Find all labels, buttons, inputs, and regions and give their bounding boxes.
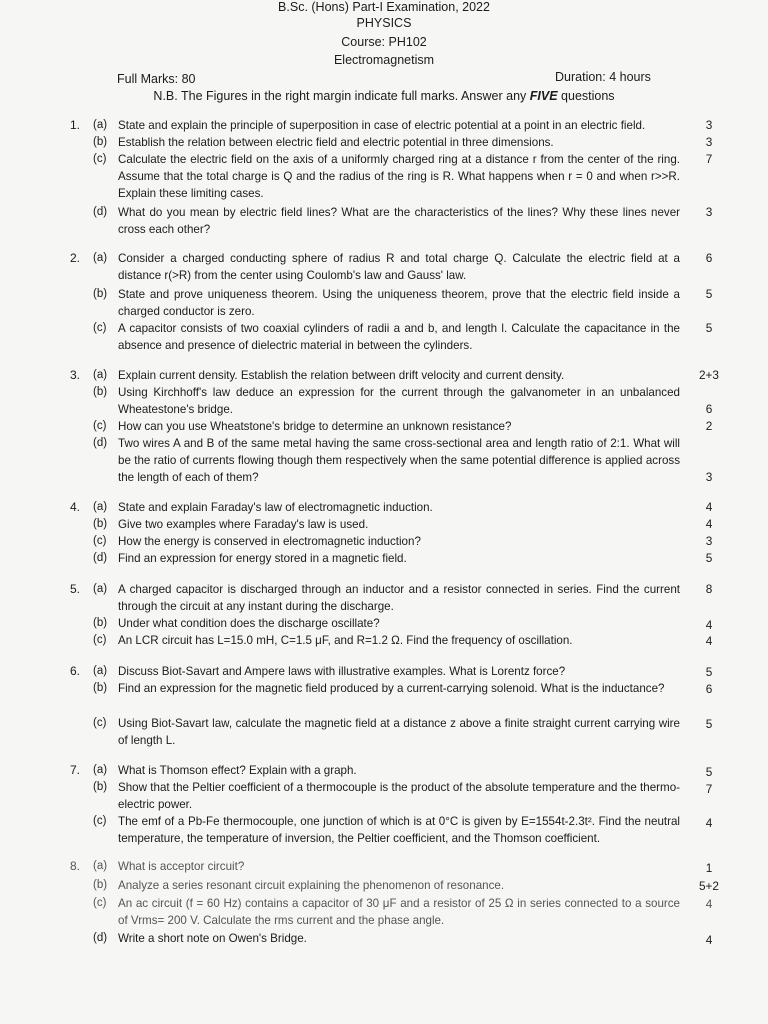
marks: 4 [705, 517, 713, 531]
question-text: What do you mean by electric field lines? What are the characteristics of the lines? Why these lines never cross each other? [118, 206, 680, 236]
marks: 5 [705, 321, 713, 335]
part-label: (b) [93, 288, 108, 300]
part-label: (d) [93, 932, 108, 944]
question-text: Write a short note on Owen's Bridge. [118, 932, 307, 945]
question-text: Establish the relation between electric field and electric potential in three dimensions. [118, 136, 554, 149]
marks: 3 [705, 534, 713, 548]
part-label: (a) [93, 665, 108, 677]
question-text: Calculate the electric field on the axis of a uniformly charged ring at a distance r from the center of the ring. Assume that the total charge is Q and the radius of the ring is R. What happens when r = 0 and when r>>R. Explain these limiting cases. [118, 153, 680, 200]
part-label: (b) [93, 879, 108, 891]
part-label: (a) [93, 119, 108, 131]
marks: 3 [705, 470, 713, 484]
question-text: What is acceptor circuit? [118, 860, 245, 873]
marks: 4 [705, 500, 713, 514]
question-number: 8. [70, 859, 81, 873]
marks: 7 [705, 782, 713, 796]
marks: 5 [705, 551, 713, 565]
question-text: Consider a charged conducting sphere of radius R and total charge Q. Calculate the electric field at a distance r(>R) from the center using Coulomb's law and Gauss' law. [118, 252, 680, 282]
part-label: (a) [93, 369, 108, 381]
marks: 4 [705, 816, 713, 830]
question-number: 5. [70, 582, 81, 596]
marks: 5 [705, 665, 713, 679]
part-label: (d) [93, 206, 108, 218]
part-label: (c) [93, 322, 107, 334]
title-heading: Electromagnetism [333, 53, 435, 67]
marks: 6 [705, 251, 713, 265]
question-text: Two wires A and B of the same metal having the same cross-sectional area and length ratio of 2:1. What will be the ratio of currents flowing though them respectively when the same potential difference is applied across the length of each of them? [118, 437, 680, 484]
duration: Duration: 4 hours [555, 70, 651, 84]
note-emphasis: FIVE [529, 89, 558, 103]
marks: 8 [705, 582, 713, 596]
question-text: State and explain Faraday's law of electromagnetic induction. [118, 501, 433, 514]
marks: 5 [705, 717, 713, 731]
marks: 3 [705, 135, 713, 149]
question-text: What is Thomson effect? Explain with a graph. [118, 764, 357, 777]
part-label: (c) [93, 420, 107, 432]
exam-heading: B.Sc. (Hons) Part-I Examination, 2022 [278, 0, 490, 14]
question-text: State and explain the principle of superposition in case of electric potential at a point in an electric field. [118, 119, 646, 132]
question-text: Find an expression for the magnetic field produced by a current-carrying solenoid. What is the inductance? [118, 682, 665, 695]
question-number: 1. [70, 118, 81, 132]
question-text: How can you use Wheatstone's bridge to determine an unknown resistance? [118, 420, 512, 433]
marks: 6 [705, 682, 713, 696]
note-prefix: N.B. The Figures in the right margin indicate full marks. Answer any [153, 89, 527, 103]
question-text: Analyze a series resonant circuit explaining the phenomenon of resonance. [118, 879, 505, 892]
part-label: (c) [93, 717, 107, 729]
part-label: (c) [93, 535, 107, 547]
question-text: Under what condition does the discharge oscillate? [118, 617, 380, 630]
question-text: Show that the Peltier coefficient of a thermocouple is the product of the absolute temperature and the thermo-electric power. [118, 781, 680, 811]
question-text: State and prove uniqueness theorem. Using the uniqueness theorem, prove that the electric field inside a charged conductor is zero. [118, 288, 680, 318]
marks: 5+2 [698, 879, 719, 893]
marks: 4 [705, 933, 713, 947]
part-label: (a) [93, 501, 108, 513]
marks: 3 [705, 205, 713, 219]
marks: 5 [705, 765, 713, 779]
marks: 4 [705, 897, 713, 911]
part-label: (a) [93, 252, 108, 264]
part-label: (a) [93, 764, 108, 776]
marks: 1 [705, 861, 713, 875]
question-text: Explain current density. Establish the relation between drift velocity and current density. [118, 369, 565, 382]
marks: 7 [705, 152, 713, 166]
marks: 6 [705, 402, 713, 416]
question-number: 7. [70, 763, 81, 777]
marks: 5 [705, 287, 713, 301]
question-text: Using Kirchhoff's law deduce an expression for the current through the galvanometer in an unbalanced Wheatestone's bridge. [118, 386, 680, 416]
part-label: (b) [93, 682, 108, 694]
question-text: The emf of a Pb-Fe thermocouple, one junction of which is at 0°C is given by E=1554t-2.3t². Find the neutral temperature, the temperature of inversion, the Peltier coefficient, and the Thomson coefficient. [118, 815, 680, 845]
part-label: (d) [93, 552, 108, 564]
question-text: An ac circuit (f = 60 Hz) contains a capacitor of 30 μF and a resistor of 25 Ω in series connected to a source of Vrms= 200 V. Calculate the rms current and the phase angle. [118, 897, 680, 927]
marks: 3 [705, 118, 713, 132]
part-label: (c) [93, 153, 107, 165]
question-text: A charged capacitor is discharged through an inductor and a resistor connected in series. Find the current through the circuit at any instant during the discharge. [118, 583, 680, 613]
marks: 4 [705, 618, 713, 632]
marks: 2 [705, 419, 713, 433]
instruction-note [0, 89, 768, 103]
question-text: A capacitor consists of two coaxial cylinders of radii a and b, and length l. Calculate the capacitance in the absence and presence of dielectric material in between the cylinders. [118, 322, 680, 352]
marks: 2+3 [698, 368, 719, 382]
question-text: Find an expression for energy stored in a magnetic field. [118, 552, 407, 565]
question-number: 3. [70, 368, 81, 382]
question-number: 6. [70, 664, 81, 678]
part-label: (b) [93, 518, 108, 530]
part-label: (c) [93, 634, 107, 646]
part-label: (b) [93, 781, 108, 793]
full-marks: Full Marks: 80 [117, 72, 196, 86]
part-label: (d) [93, 437, 108, 449]
part-label: (b) [93, 386, 108, 398]
course-heading: Course: PH102 [341, 35, 427, 49]
question-number: 4. [70, 500, 81, 514]
question-number: 2. [70, 251, 81, 265]
question-text: Using Biot-Savart law, calculate the magnetic field at a distance z above a finite straight current carrying wire of length L. [118, 717, 680, 747]
part-label: (c) [93, 897, 107, 909]
part-label: (a) [93, 860, 108, 872]
part-label: (b) [93, 617, 108, 629]
part-label: (c) [93, 815, 107, 827]
question-text: Discuss Biot-Savart and Ampere laws with illustrative examples. What is Lorentz force? [118, 665, 566, 678]
subject-heading: PHYSICS [356, 16, 412, 30]
question-text: Give two examples where Faraday's law is used. [118, 518, 369, 531]
marks: 4 [705, 634, 713, 648]
question-text: An LCR circuit has L=15.0 mH, C=1.5 μF, and R=1.2 Ω. Find the frequency of oscillation. [118, 634, 573, 647]
note-suffix: questions [561, 89, 615, 103]
part-label: (b) [93, 136, 108, 148]
part-label: (a) [93, 583, 108, 595]
question-text: How the energy is conserved in electromagnetic induction? [118, 535, 421, 548]
